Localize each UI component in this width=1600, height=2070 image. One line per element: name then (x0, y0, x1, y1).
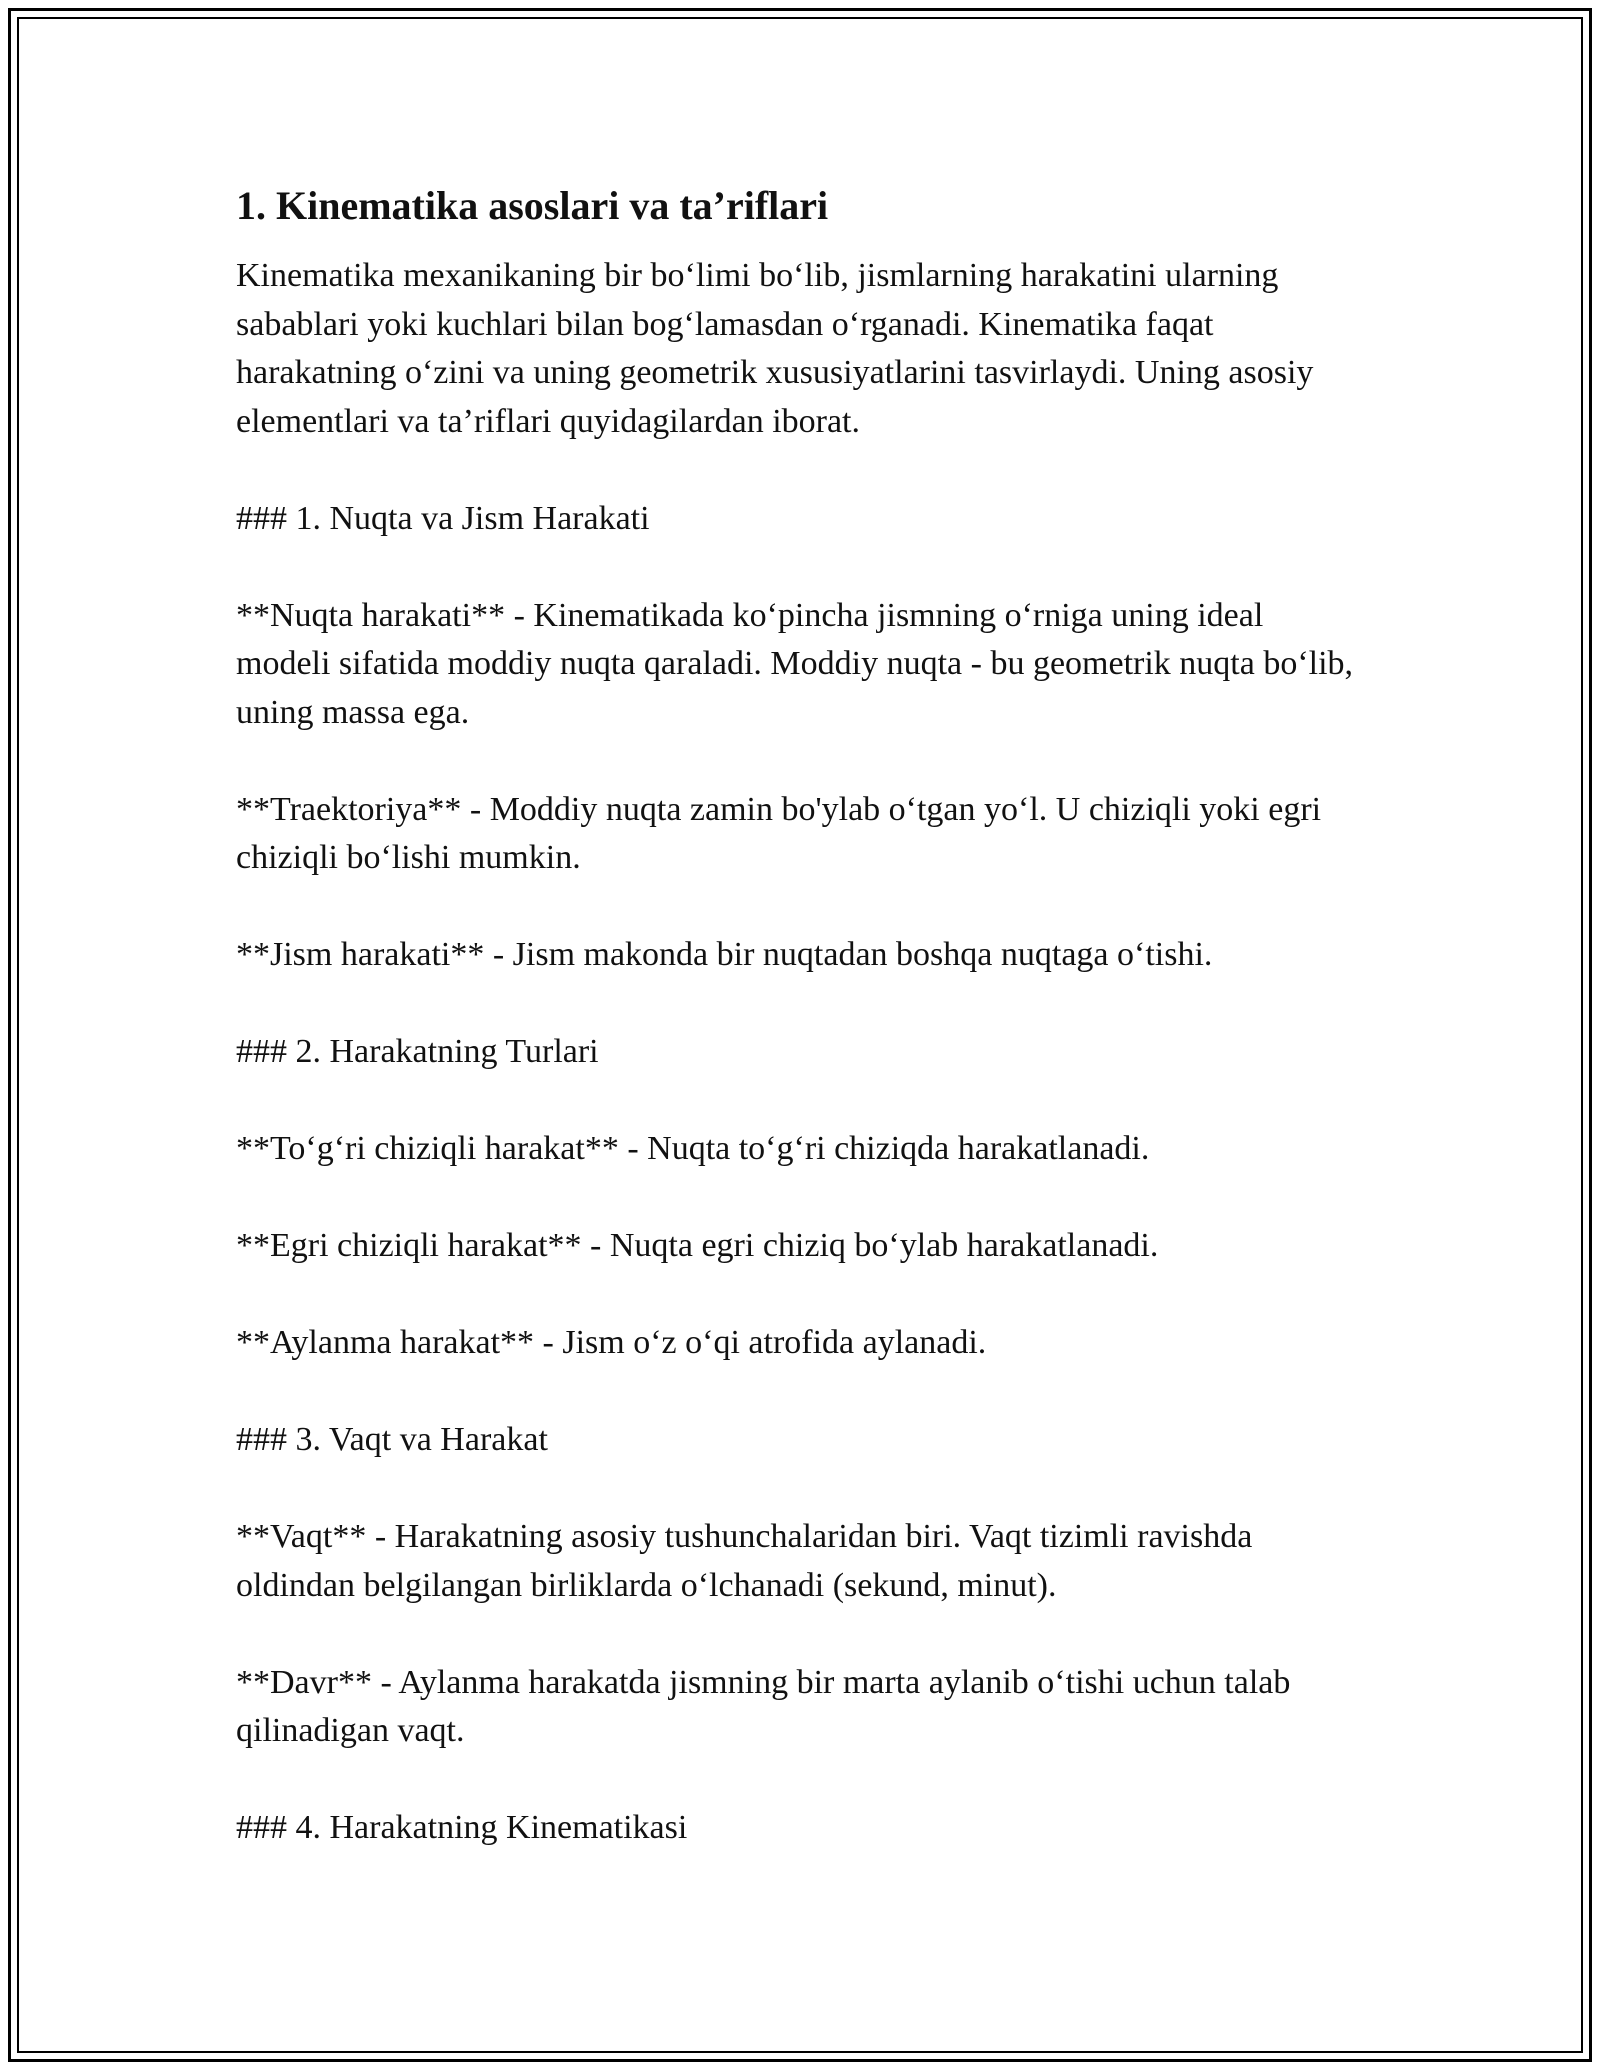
section-heading-1: ### 1. Nuqta va Jism Harakati (236, 499, 650, 537)
section-heading-3: ### 3. Vaqt va Harakat (236, 1421, 548, 1458)
definition-nuqta-harakati: **Nuqta harakati** - Kinematikada ko‘pincha jismning o‘rniga uning ideal modeli sifatida moddiy nuqta qaraladi. Moddiy nuqta - bu geometrik nuqta bo‘lib, uning massa ega. (236, 596, 1354, 731)
definition-traektoriya: **Traektoriya** - Moddiy nuqta zamin bo'ylab o‘tgan yo‘l. U chiziqli yoki egri chiziqli bo‘lishi mumkin. (236, 790, 1322, 876)
definition-egri-chiziqli: **Egri chiziqli harakat** - Nuqta egri chiziq bo‘ylab harakatlanadi. (236, 1227, 1159, 1264)
definition-davr: **Davr** - Aylanma harakatda jismning bir marta aylanib o‘tishi uchun talab qilinadigan vaqt. (236, 1663, 1291, 1749)
definition-aylanma: **Aylanma harakat** - Jism o‘z o‘qi atrofida aylanadi. (236, 1324, 987, 1361)
document-body (236, 182, 1366, 1853)
intro-paragraph: Kinematika mexanikaning bir bo‘limi bo‘lib, jismlarning harakatini ularning sabablari yoki kuchlari bilan bog‘lamasdan o‘rganadi. Kinematika faqat harakatning o‘zini va uning geometrik xususiyatlarini tasvirlaydi. Uning asosiy elementlari va ta’riflari quyidagilardan iborat. (236, 257, 1314, 440)
definition-vaqt: **Vaqt** - Harakatning asosiy tushunchalaridan biri. Vaqt tizimli ravishda oldindan belgilangan birliklarda o‘lchanadi (sekund, minut). (236, 1518, 1253, 1604)
section-heading-2: ### 2. Harakatning Turlari (236, 1033, 599, 1070)
definition-jism-harakati: **Jism harakati** - Jism makonda bir nuqtadan boshqa nuqtaga o‘tishi. (236, 936, 1213, 973)
document-title: 1. Kinematika asoslari va ta’riflari (236, 183, 829, 228)
definition-togri-chiziqli: **To‘g‘ri chiziqli harakat** - Nuqta to‘g‘ri chiziqda harakatlanadi. (236, 1130, 1150, 1167)
section-heading-4: ### 4. Harakatning Kinematikasi (236, 1809, 688, 1846)
